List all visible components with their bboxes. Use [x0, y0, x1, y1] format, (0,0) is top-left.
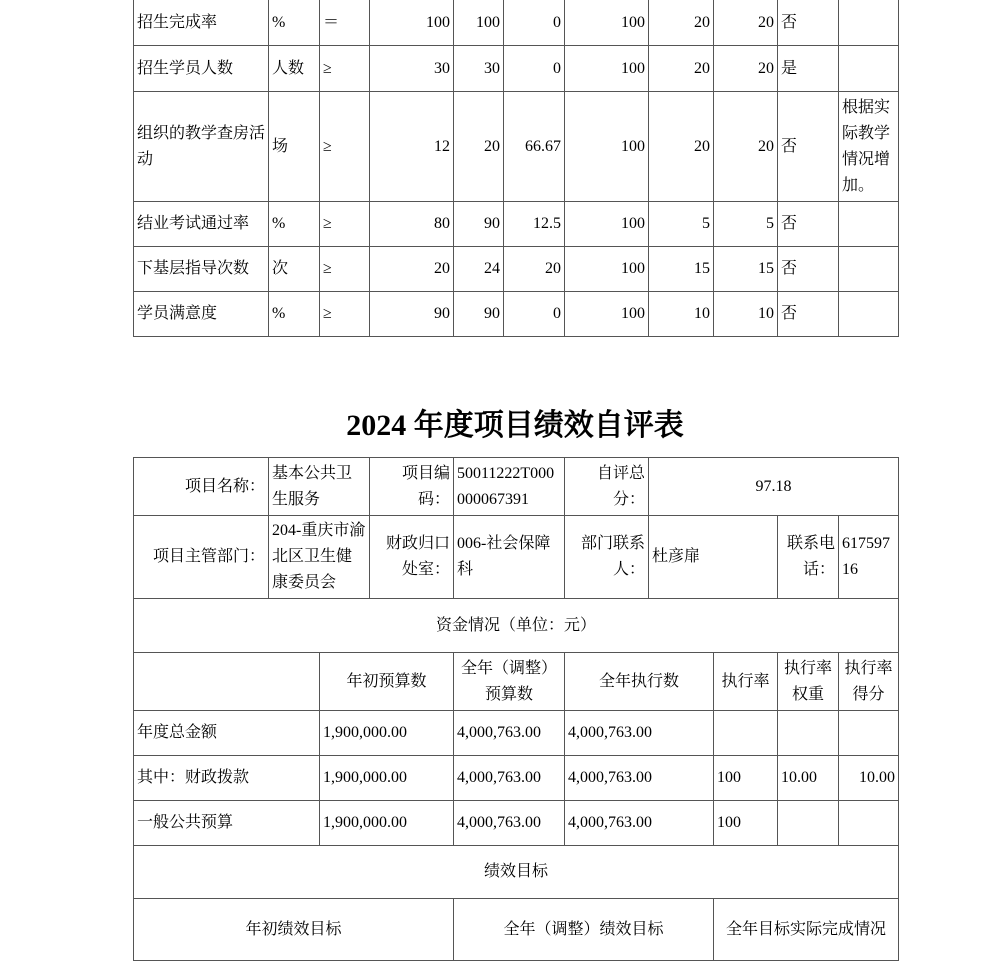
goals-heading: [133, 845, 899, 899]
indicator-cell: [369, 0, 454, 46]
cell-text: 97.18: [755, 477, 792, 495]
cell-text: 100: [621, 59, 645, 77]
cell-text: 自评总分：: [596, 464, 645, 508]
indicator-cell: [268, 45, 320, 92]
indicator-cell: [369, 291, 454, 337]
cell-text: 项目编码：: [401, 464, 450, 508]
funds-cell: [453, 710, 565, 756]
cell-text: 组织的教学查房活动: [137, 124, 266, 168]
cell-text: %: [272, 215, 286, 232]
info-office: [453, 515, 565, 599]
cell-text: 1,900,000.00: [323, 814, 407, 831]
funds-cell: [564, 800, 714, 846]
cell-text: 次: [272, 260, 289, 277]
cell-text: 4,000,763.00: [457, 769, 541, 786]
cell-text: ≥: [323, 215, 332, 232]
goals-header: [713, 898, 899, 961]
cell-text: 10.00: [781, 769, 817, 786]
funds-cell: [777, 800, 839, 846]
cell-text: %: [272, 305, 286, 322]
funds-cell: [838, 710, 899, 756]
cell-text: 10: [758, 305, 774, 322]
info-score_label: [564, 457, 649, 516]
cell-text: 20: [694, 137, 710, 155]
goals-header: [453, 898, 714, 961]
indicator-cell: [838, 45, 899, 92]
indicator-cell: [268, 291, 320, 337]
cell-text: 人数: [272, 59, 305, 77]
funds-cell: [713, 800, 778, 846]
cell-text: 年初绩效目标: [245, 920, 342, 938]
indicator-cell: [319, 91, 370, 202]
indicator-cell: [838, 246, 899, 292]
cell-text: 100: [621, 13, 645, 31]
indicator-cell: [713, 45, 778, 92]
cell-text: 杜彦扉: [652, 548, 701, 565]
cell-text: 20: [545, 260, 561, 277]
page-title: 2024 年度项目绩效自评表: [346, 409, 684, 442]
cell-text: 20: [434, 260, 450, 277]
cell-text: 30: [484, 59, 500, 77]
indicator-cell: [713, 91, 778, 202]
cell-text: ≥: [323, 305, 332, 322]
indicator-cell: [713, 0, 778, 46]
cell-text: 部门联系人：: [580, 535, 645, 578]
cell-text: 006-社会保障科: [457, 535, 551, 578]
indicator-cell: [453, 246, 504, 292]
indicator-cell: [503, 0, 565, 46]
funds-cell: [777, 755, 839, 801]
indicator-cell: [503, 201, 565, 247]
indicator-cell: [319, 0, 370, 46]
cell-text: 12: [434, 137, 450, 155]
cell-text: 80: [434, 215, 450, 232]
indicator-cell: [133, 0, 269, 46]
goals-header: [133, 898, 454, 961]
indicator-cell: [777, 45, 839, 92]
cell-text: 场: [272, 137, 289, 155]
indicator-cell: [648, 91, 714, 202]
funds-cell: [453, 800, 565, 846]
cell-text: 下基层指导次数: [137, 260, 250, 277]
indicator-cell: [838, 0, 899, 46]
indicator-cell: [453, 0, 504, 46]
funds-cell: [453, 755, 565, 801]
cell-text: 100: [476, 13, 500, 31]
cell-text: 学员满意度: [137, 305, 218, 322]
indicator-cell: [268, 91, 320, 202]
indicator-cell: [648, 246, 714, 292]
funds-cell: [319, 800, 454, 846]
cell-text: 年度总金额: [137, 724, 218, 741]
cell-text: 61759716: [842, 535, 890, 578]
info-code_label: [369, 457, 454, 516]
funds-cell: [713, 755, 778, 801]
indicator-cell: [713, 246, 778, 292]
indicator-cell: [838, 91, 899, 202]
funds-cell: [713, 710, 778, 756]
cell-text: 全年执行数: [598, 672, 679, 690]
cell-text: 100: [621, 260, 645, 277]
cell-text: 50011222T000000067391: [457, 464, 555, 508]
funds-cell: [133, 800, 320, 846]
indicator-cell: [838, 291, 899, 337]
cell-text: 90: [484, 215, 500, 232]
funds-cell: [564, 710, 714, 756]
cell-text: 否: [781, 137, 798, 155]
indicator-cell: [503, 45, 565, 92]
cell-text: 项目名称：: [184, 477, 265, 495]
cell-text: 4,000,763.00: [568, 769, 652, 786]
indicator-cell: [133, 45, 269, 92]
cell-text: 20: [758, 13, 774, 31]
indicator-cell: [713, 291, 778, 337]
indicator-cell: [453, 45, 504, 92]
cell-text: 90: [434, 305, 450, 322]
indicator-cell: [777, 91, 839, 202]
indicator-cell: [453, 201, 504, 247]
funds-header: [319, 652, 454, 711]
indicator-cell: [564, 246, 649, 292]
funds-cell: [133, 710, 320, 756]
cell-text: 财政归口处室：: [385, 535, 450, 578]
cell-text: 100: [717, 769, 741, 786]
indicator-cell: [503, 91, 565, 202]
cell-text: 100: [717, 814, 741, 831]
cell-text: 20: [484, 137, 500, 155]
info-phone: [838, 515, 899, 599]
cell-text: 20: [758, 59, 774, 77]
cell-text: 资金情况（单位：元）: [435, 616, 596, 634]
cell-text: 100: [426, 13, 450, 31]
indicator-cell: [133, 201, 269, 247]
cell-text: 一般公共预算: [137, 814, 234, 831]
cell-text: 90: [484, 305, 500, 322]
cell-text: 24: [484, 260, 500, 277]
indicator-cell: [564, 0, 649, 46]
cell-text: 结业考试通过率: [137, 215, 250, 232]
cell-text: 全年（调整）绩效目标: [503, 920, 664, 938]
indicator-cell: [268, 0, 320, 46]
cell-text: 30: [434, 59, 450, 77]
indicator-cell: [503, 291, 565, 337]
indicator-cell: [319, 291, 370, 337]
cell-text: 否: [781, 260, 798, 277]
indicator-cell: [369, 91, 454, 202]
indicator-cell: [453, 91, 504, 202]
cell-text: 4,000,763.00: [568, 814, 652, 831]
cell-text: 根据实际教学情况增加。: [842, 98, 891, 194]
cell-text: 5: [766, 215, 774, 232]
indicator-cell: [268, 246, 320, 292]
info-phone_label: [777, 515, 839, 599]
indicator-cell: [648, 0, 714, 46]
cell-text: ＝: [323, 13, 340, 31]
cell-text: 招生完成率: [137, 13, 218, 31]
indicator-cell: [777, 246, 839, 292]
cell-text: 20: [694, 13, 710, 31]
funds-header: [838, 652, 899, 711]
cell-text: ≥: [323, 59, 332, 77]
funds-header: [564, 652, 714, 711]
indicator-cell: [777, 0, 839, 46]
cell-text: 20: [694, 59, 710, 77]
cell-text: 执行率: [721, 672, 770, 690]
cell-text: 5: [702, 215, 710, 232]
cell-text: 10.00: [859, 769, 895, 786]
indicator-cell: [319, 201, 370, 247]
indicator-cell: [648, 201, 714, 247]
info-contact: [648, 515, 778, 599]
cell-text: 204-重庆市渝北区卫生健康委员会: [272, 522, 366, 591]
indicator-cell: [777, 291, 839, 337]
cell-text: 20: [758, 137, 774, 155]
cell-text: 15: [758, 260, 774, 277]
indicator-cell: [369, 45, 454, 92]
indicator-cell: [369, 201, 454, 247]
info-dept: [268, 515, 370, 599]
indicator-cell: [268, 201, 320, 247]
indicator-cell: [564, 201, 649, 247]
cell-text: 4,000,763.00: [457, 814, 541, 831]
indicator-cell: [133, 246, 269, 292]
funds-header: [713, 652, 778, 711]
cell-text: 12.5: [533, 215, 561, 232]
indicator-cell: [453, 291, 504, 337]
funds-header: [453, 652, 565, 711]
cell-text: 绩效目标: [483, 863, 548, 880]
cell-text: 10: [694, 305, 710, 322]
cell-text: 执行率权重: [783, 659, 832, 703]
funds-cell: [319, 755, 454, 801]
funds-cell: [564, 755, 714, 801]
cell-text: 0: [553, 59, 561, 77]
indicator-cell: [369, 246, 454, 292]
indicator-cell: [133, 91, 269, 202]
info-score: [648, 457, 899, 516]
funds-header: [133, 652, 320, 711]
funds-cell: [838, 800, 899, 846]
indicator-cell: [133, 291, 269, 337]
cell-text: 100: [621, 137, 645, 155]
cell-text: ≥: [323, 137, 332, 155]
cell-text: 其中：财政拨款: [137, 769, 250, 786]
cell-text: 否: [781, 305, 798, 322]
indicator-cell: [648, 291, 714, 337]
indicator-cell: [648, 45, 714, 92]
indicator-cell: [713, 201, 778, 247]
cell-text: 100: [621, 305, 645, 322]
cell-text: 招生学员人数: [137, 59, 234, 77]
cell-text: 执行率得分: [844, 659, 893, 703]
indicator-cell: [564, 291, 649, 337]
cell-text: 联系电话：: [786, 535, 835, 578]
cell-text: 否: [781, 13, 798, 31]
info-name: [268, 457, 370, 516]
cell-text: 0: [553, 13, 561, 31]
info-contact_label: [564, 515, 649, 599]
info-dept_label: [133, 515, 269, 599]
indicator-cell: [319, 45, 370, 92]
indicator-cell: [564, 45, 649, 92]
cell-text: ≥: [323, 260, 332, 277]
cell-text: 否: [781, 215, 798, 232]
funds-cell: [777, 710, 839, 756]
info-code: [453, 457, 565, 516]
indicator-cell: [564, 91, 649, 202]
cell-text: 100: [621, 215, 645, 232]
cell-text: 全年目标实际完成情况: [725, 920, 886, 938]
cell-text: 4,000,763.00: [457, 724, 541, 741]
cell-text: 基本公共卫生服务: [272, 464, 353, 508]
funds-cell: [838, 755, 899, 801]
indicator-cell: [838, 201, 899, 247]
info-office_label: [369, 515, 454, 599]
cell-text: 4,000,763.00: [568, 724, 652, 741]
cell-text: 是: [781, 59, 798, 77]
cell-text: 66.67: [525, 137, 561, 155]
info-name_label: [133, 457, 269, 516]
cell-text: 1,900,000.00: [323, 724, 407, 741]
funds-header: [777, 652, 839, 711]
indicator-cell: [777, 201, 839, 247]
cell-text: %: [272, 13, 286, 31]
cell-text: 15: [694, 260, 710, 277]
funds-cell: [319, 710, 454, 756]
cell-text: 项目主管部门：: [152, 548, 265, 565]
cell-text: 全年（调整）预算数: [460, 659, 557, 703]
indicator-cell: [503, 246, 565, 292]
cell-text: 0: [553, 305, 561, 322]
funds-cell: [133, 755, 320, 801]
funds-heading: [133, 598, 899, 653]
cell-text: 年初预算数: [346, 672, 427, 690]
cell-text: 1,900,000.00: [323, 769, 407, 786]
indicator-cell: [319, 246, 370, 292]
